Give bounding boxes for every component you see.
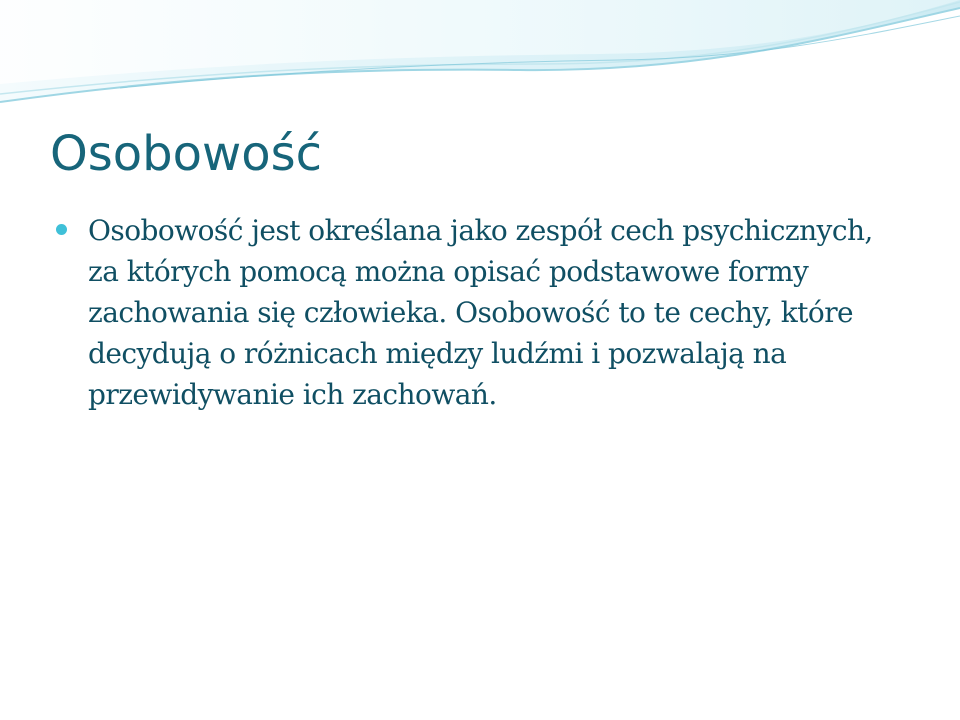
slide-content	[56, 210, 906, 415]
bullet-dot-icon	[56, 224, 67, 235]
header-wave-decoration	[0, 0, 960, 110]
wave-highlight	[0, 0, 960, 84]
bullet-text: Osobowość jest określana jako zespół cech psychicznych, za których pomocą można opisać podstawowe formy zachowania się człowieka. Osobowość to te cechy, które decydują o różnicach między ludźmi i pozwalają na przewidywanie ich zachowań.	[88, 214, 873, 411]
bullet-item	[56, 210, 906, 415]
slide-title: Osobowość	[50, 126, 323, 182]
